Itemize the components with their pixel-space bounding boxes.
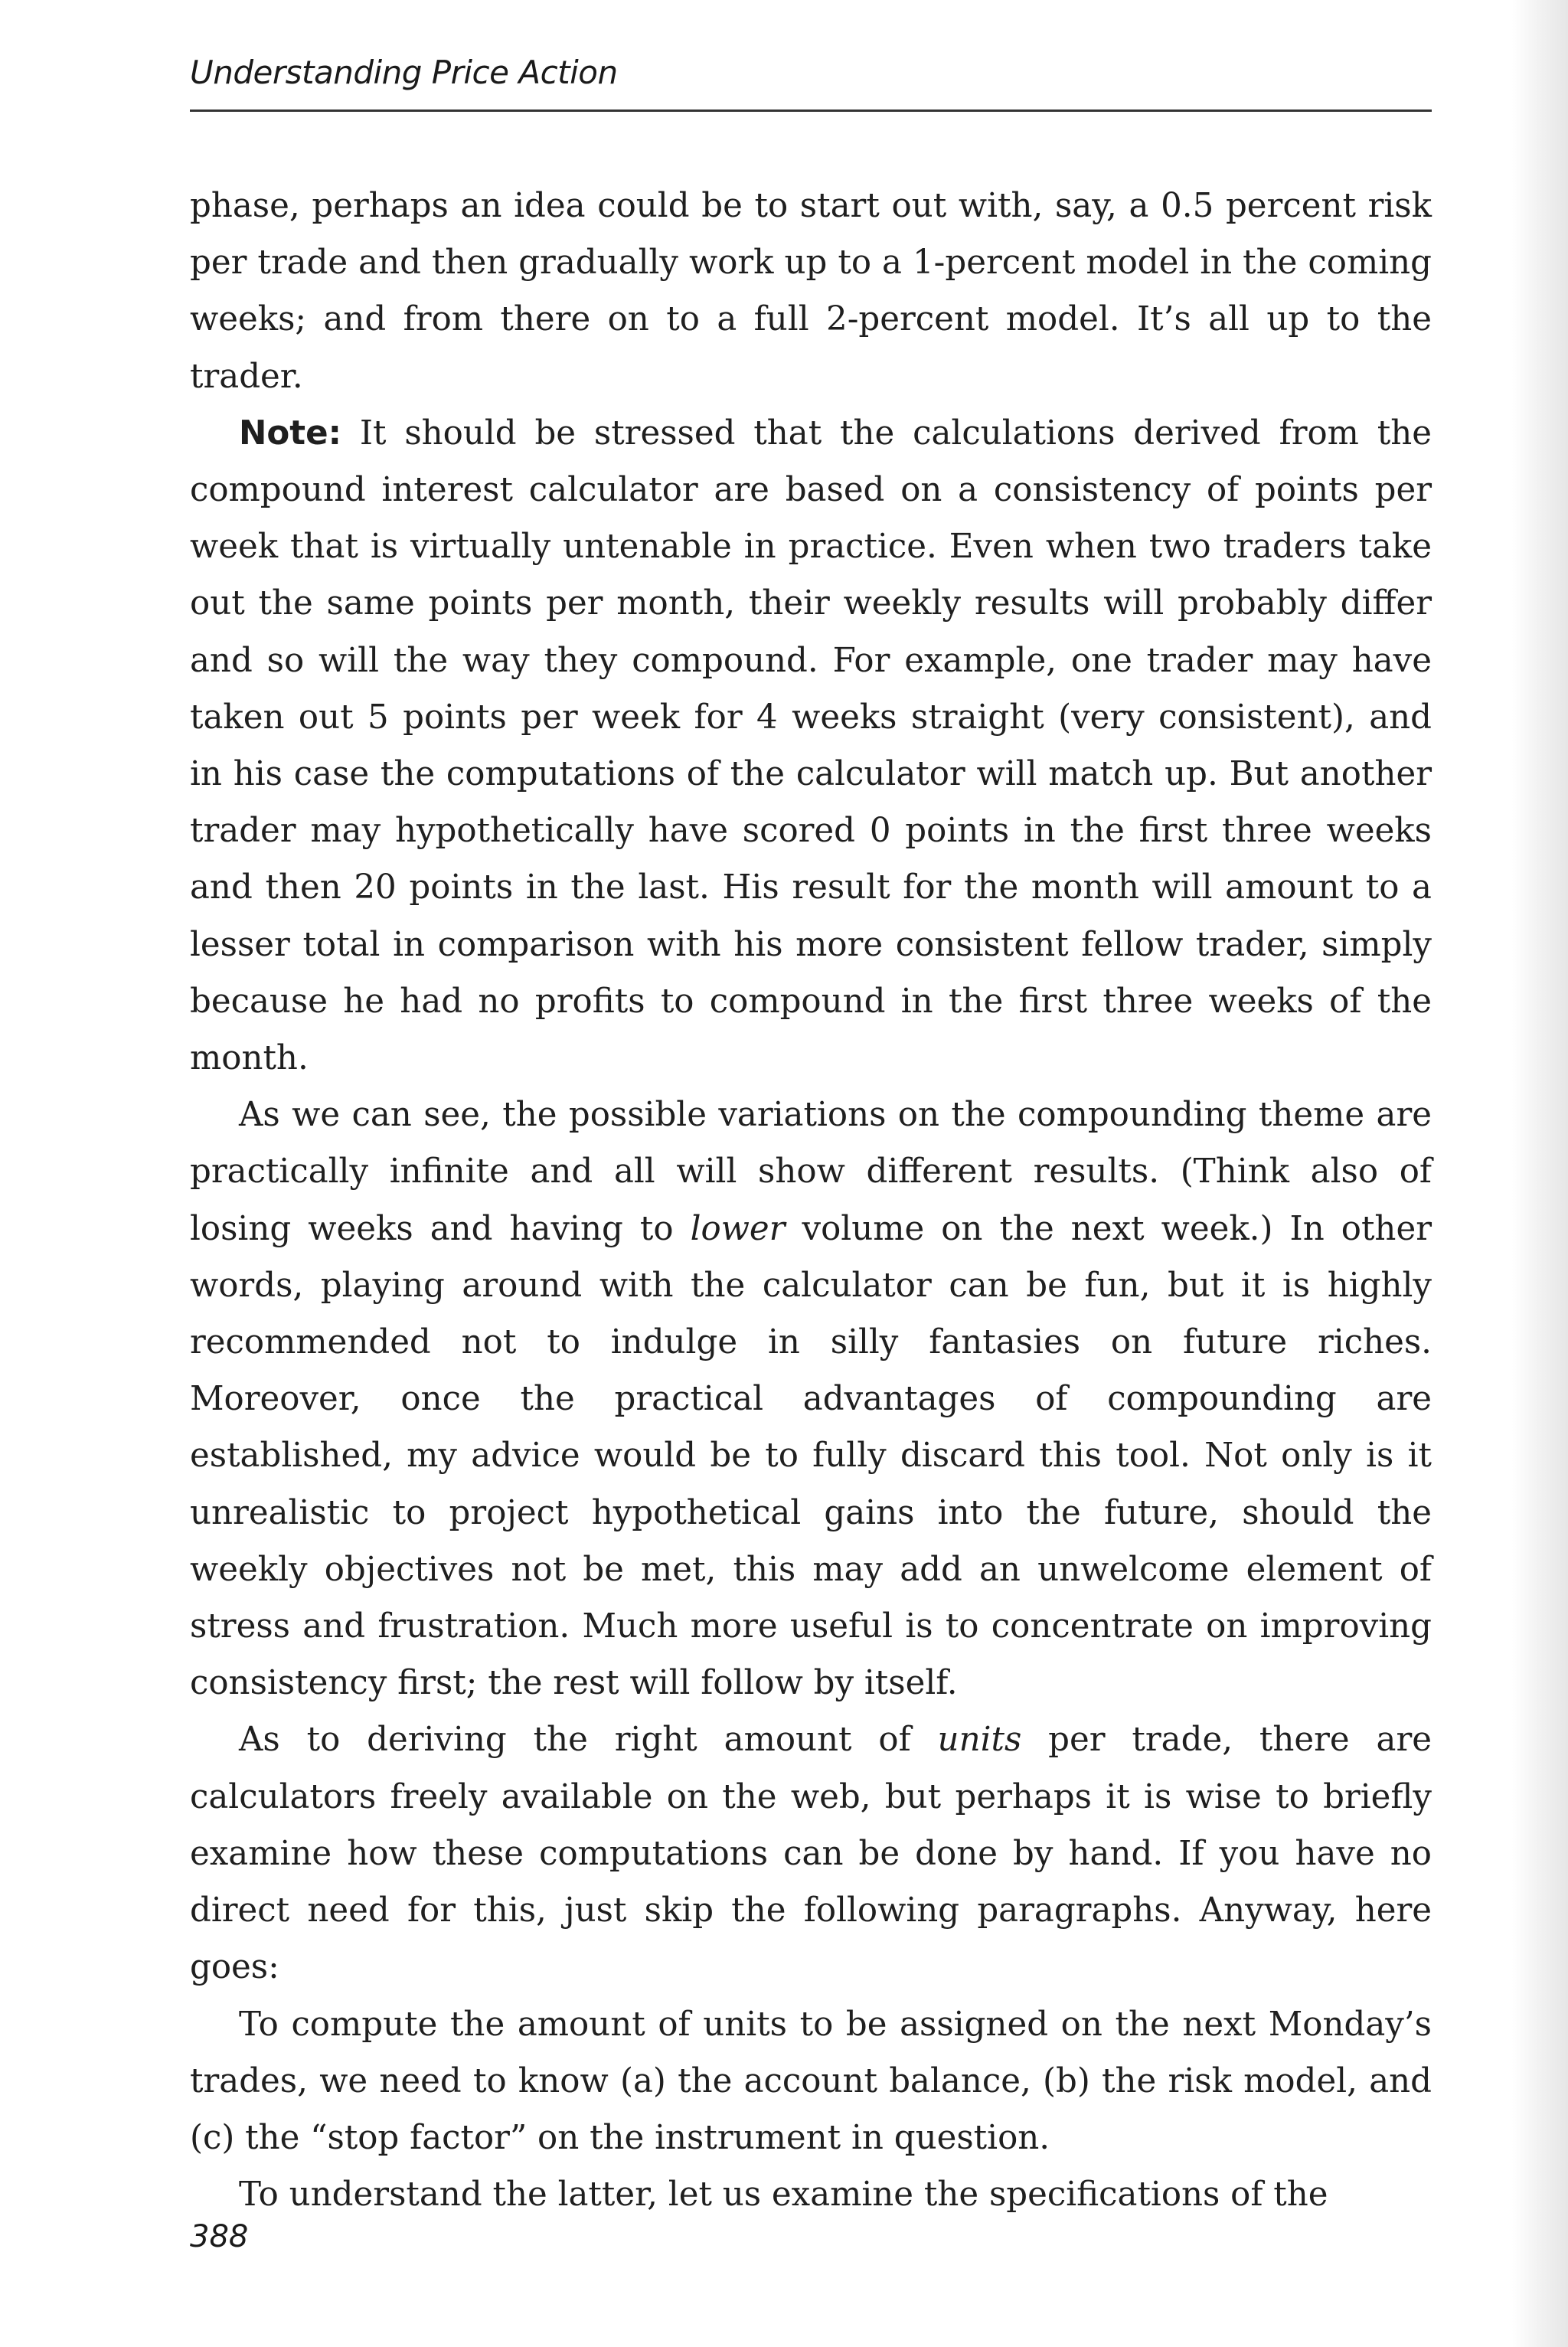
paragraph-note xyxy=(190,405,1432,1087)
paragraph-text: It should be stressed that the calculations derived from the compound interest calculator are based on a consistency of points per week that is virtually untenable in practice. Even when two traders take out the same points per month, their weekly results will probably differ and so will the way they compound. For example, one trader may have taken out 5 points per week for 4 weeks straight (very consistent), and in his case the computations of the calculator will match up. But another trader may hypothetically have scored 0 points in the first three weeks and then 20 points in the last. His result for the month will amount to a lesser total in comparison with his more consistent fellow trader, simply because he had no profits to compound in the first three weeks of the month. xyxy=(190,414,1432,1078)
paragraph-continuation xyxy=(190,178,1432,405)
paragraph-text: To compute the amount of units to be assigned on the next Monday’s trades, we need to know (a) the account balance, (b) the risk model, and (c) the “stop factor” on the instrument in question. xyxy=(190,2005,1432,2157)
paragraph-text: As to deriving the right amount of xyxy=(239,1721,938,1760)
paragraph-compute xyxy=(190,1996,1432,2167)
paragraph-units xyxy=(190,1711,1432,1996)
page-number: 388 xyxy=(190,2219,249,2254)
paragraph-text: To understand the latter, let us examine the specifications of the xyxy=(239,2175,1328,2215)
paragraph-text: per trade, there are calculators freely available on the web, but perhaps it is wise to briefly examine how these computations can be done by hand. If you have no direct need for this, just skip the following paragraphs. Anyway, here goes: xyxy=(190,1721,1432,1987)
paragraph-text: phase, perhaps an idea could be to start out with, say, a 0.5 percent risk per trade and then gradually work up to a 1-percent model in the coming weeks; and from there on to a full 2-percent model. It’s all up to the trader. xyxy=(190,187,1432,396)
paragraph-text: As we can see, the possible variations on the compounding theme are practically infinite and all will show different results. (Think also of losing weeks and having to xyxy=(190,1096,1432,1248)
paragraph-text: volume on the next week.) In other words, playing around with the calculator can be fun, but it is highly recommended not to indulge in silly fantasies on future riches. Moreover, once the practical advantages of compounding are established, my advice would be to fully discard this tool. Not only is it unrealistic to project hypothetical gains into the future, should the weekly objectives not be met, this may add an unwelcome element of stress and frustration. Much more useful is to concentrate on improving consistency first; the rest will follow by itself. xyxy=(190,1209,1432,1703)
paragraph-latter xyxy=(190,2166,1432,2223)
emphasis-lower: lower xyxy=(690,1209,786,1248)
paragraph-variations xyxy=(190,1087,1432,1711)
header-rule xyxy=(190,110,1432,112)
note-label: Note: xyxy=(239,414,341,453)
running-head: Understanding Price Action xyxy=(190,54,618,91)
body-text xyxy=(190,178,1432,2223)
emphasis-units: units xyxy=(937,1721,1022,1760)
